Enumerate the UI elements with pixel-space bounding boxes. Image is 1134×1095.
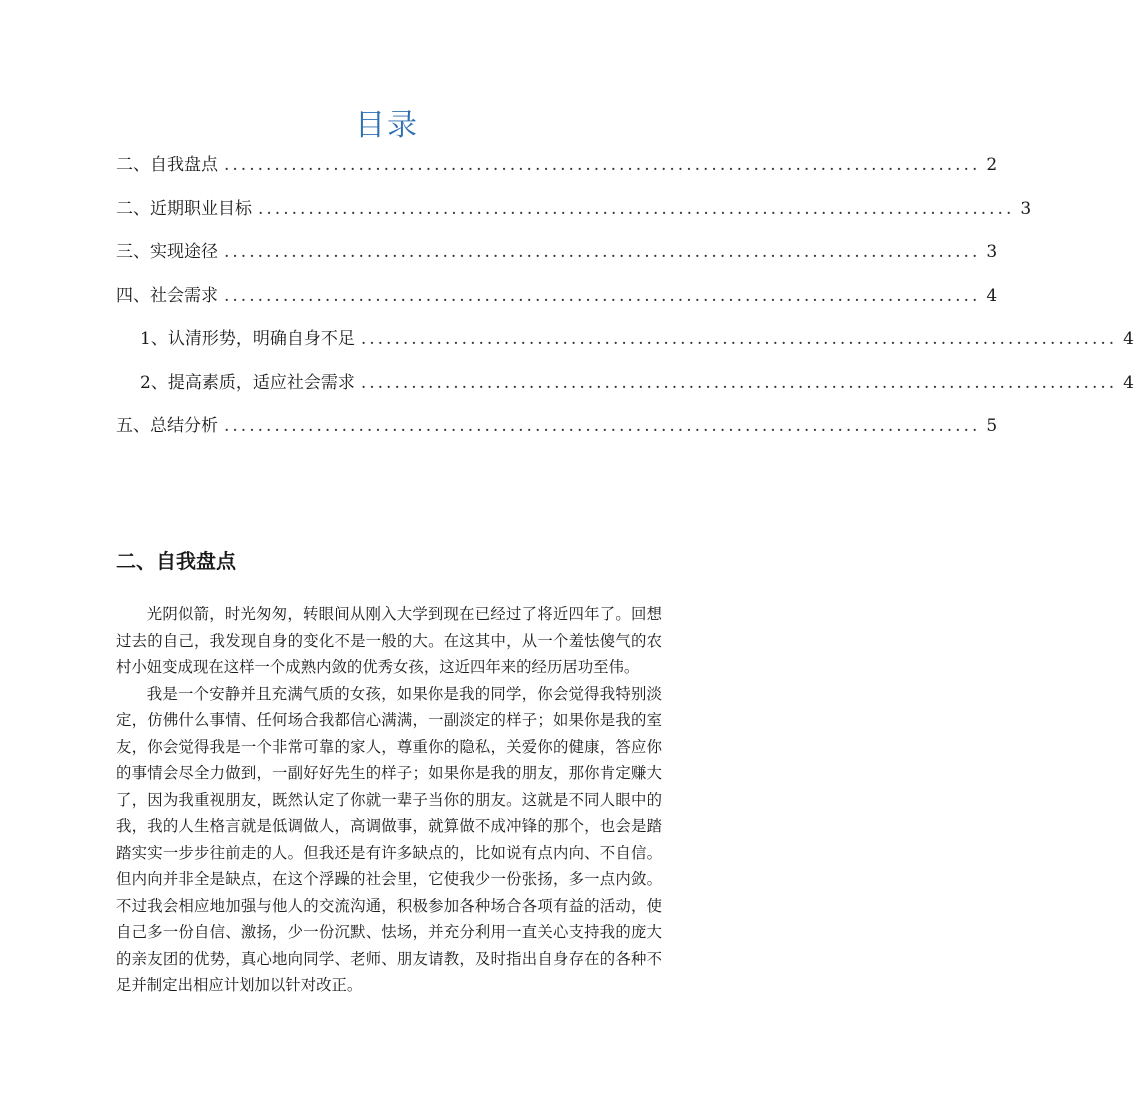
toc-leader-dots: .......................................................................................... xyxy=(224,155,981,175)
toc-leader-dots: .......................................................................................... xyxy=(360,372,1118,393)
toc-entry-career-goals[interactable] xyxy=(116,194,1032,238)
section-heading: 二、自我盘点 xyxy=(116,549,236,573)
toc-leader-dots: .......................................................................................... xyxy=(224,416,981,436)
toc-entry-label: 1、认清形势，明确自身不足 xyxy=(140,329,355,349)
toc-leader-dots: .......................................................................................... xyxy=(224,242,981,262)
toc-entry-social-needs[interactable] xyxy=(116,281,998,325)
toc-entry-page: 4 xyxy=(1123,329,1134,349)
table-of-contents xyxy=(116,150,1134,455)
toc-title: 目录 xyxy=(355,108,419,143)
toc-entry-label: 四、社会需求 xyxy=(116,285,218,306)
toc-entry-recognize-situation[interactable] xyxy=(116,324,1134,368)
toc-leader-dots: .......................................................................................... xyxy=(360,329,1118,349)
toc-entry-page: 3 xyxy=(1020,198,1032,219)
toc-entry-label: 五、总结分析 xyxy=(116,416,218,436)
toc-entry-page: 4 xyxy=(986,285,998,306)
section-body xyxy=(116,601,662,999)
toc-entry-summary[interactable] xyxy=(116,411,998,455)
toc-entry-improve-quality[interactable] xyxy=(116,368,1134,412)
toc-entry-approach[interactable] xyxy=(116,237,998,281)
toc-leader-dots: .......................................................................................... xyxy=(224,285,981,306)
toc-entry-page: 3 xyxy=(986,242,998,262)
toc-entry-label: 二、自我盘点 xyxy=(116,155,218,175)
toc-leader-dots: .......................................................................................... xyxy=(258,198,1015,219)
toc-entry-label: 2、提高素质，适应社会需求 xyxy=(140,372,355,393)
toc-entry-page: 2 xyxy=(986,155,998,175)
toc-entry-self-assessment[interactable] xyxy=(116,150,998,194)
body-paragraph: 我是一个安静并且充满气质的女孩，如果你是我的同学，你会觉得我特别淡定，仿佛什么事情、任何场合我都信心满满，一副淡定的样子；如果你是我的室友，你会觉得我是一个非常可靠的家人，尊重你的隐私，关爱你的健康，答应你的事情会尽全力做到，一副好好先生的样子；如果你是我的朋友，那你肯定赚大了，因为我重视朋友，既然认定了你就一辈子当你的朋友。这就是不同人眼中的我，我的人生格言就是低调做人，高调做事，就算做不成冲锋的那个，也会是踏踏实实一步步往前走的人。但我还是有许多缺点的，比如说有点内向、不自信。但内向并非全是缺点，在这个浮躁的社会里，它使我少一份张扬，多一点内敛。不过我会相应地加强与他人的交流沟通，积极参加各种场合各项有益的活动，使自己多一份自信、激扬，少一份沉默、怯场，并充分利用一直关心支持我的庞大的亲友团的优势，真心地向同学、老师、朋友请教，及时指出自身存在的各种不足并制定出相应计划加以针对改正。 xyxy=(116,684,662,994)
toc-entry-label: 二、近期职业目标 xyxy=(116,198,252,219)
body-paragraph: 光阴似箭，时光匆匆，转眼间从刚入大学到现在已经过了将近四年了。回想过去的自己，我发现自身的变化不是一般的大。在这其中，从一个羞怯傻气的农村小妞变成现在这样一个成熟内敛的优秀女孩，这近四年来的经历居功至伟。 xyxy=(116,605,662,676)
toc-entry-page: 4 xyxy=(1123,372,1134,393)
toc-entry-label: 三、实现途径 xyxy=(116,242,218,262)
toc-entry-page: 5 xyxy=(986,416,998,436)
